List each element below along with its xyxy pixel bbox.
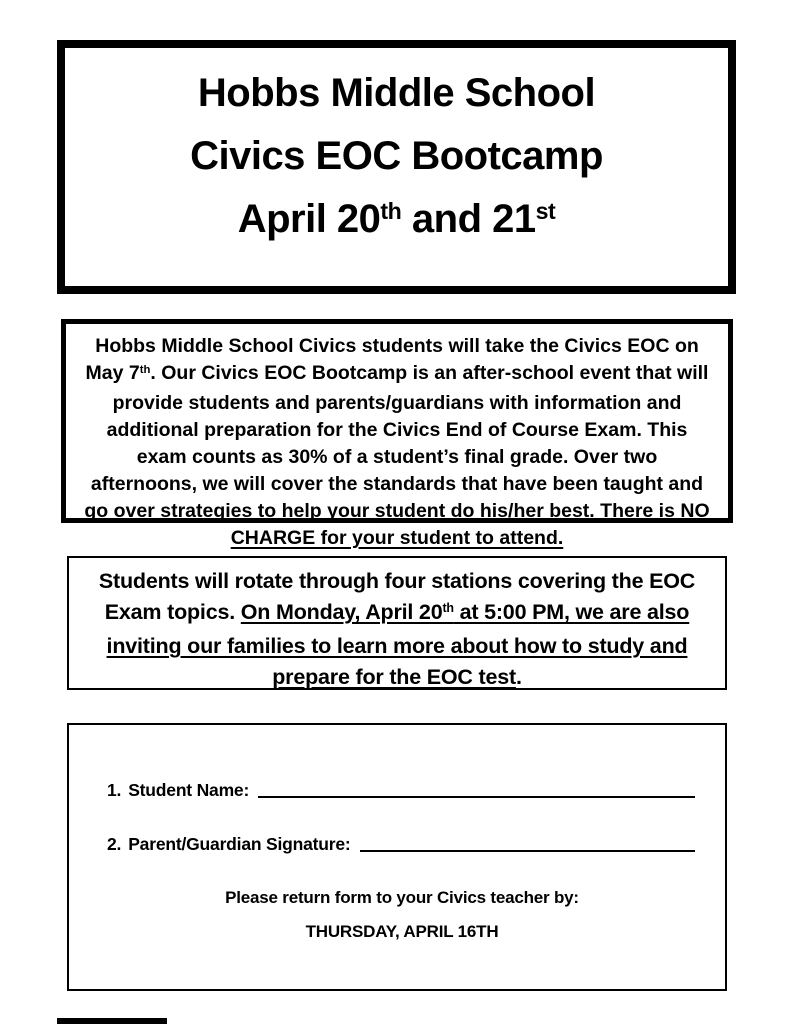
title-line-2: Civics EOC Bootcamp (190, 134, 603, 178)
student-name-row (107, 780, 697, 801)
guardian-signature-blank-line (360, 850, 695, 852)
return-form-box (67, 723, 727, 991)
no-charge-underlined-text: There is NO CHARGE for your student to attend. (230, 500, 710, 549)
title-line-3: April 20th and 21st (237, 197, 556, 241)
return-deadline: THURSDAY, APRIL 16TH (305, 922, 499, 941)
title-line-1: Hobbs Middle School (197, 71, 596, 115)
scan-artifact-bar (57, 1018, 167, 1024)
item-number: 1. (107, 780, 122, 800)
info-text-part2: . Our Civics EOC Bootcamp is an after-school event that will provide students and parents/guardians with information and additional preparation for the Civics End of Course Exam. This exam counts as 30% of a student’s final grade. Over two afternoons, we will cover the standards that have been taught and go over strategies to help your student do his/her best. (84, 362, 709, 522)
stations-text-part1: Students will rotate through four stations covering the EOC Exam topics. (98, 569, 696, 624)
family-invite-underlined-text: On Monday, April 20th at 5:00 PM, we are also inviting our families to learn more about how to study and prepare for the EOC test (106, 600, 690, 689)
student-name-blank-line (258, 796, 695, 798)
title-box (57, 40, 736, 294)
ordinal-suffix: st (535, 198, 556, 225)
info-text-part1: Hobbs Middle School Civics students will take the Civics EOC on May 7 (85, 335, 699, 384)
student-name-label: Student Name: (128, 780, 250, 800)
return-instructions (107, 888, 697, 942)
guardian-signature-row (107, 834, 697, 855)
ordinal-suffix: th (380, 198, 402, 225)
return-instructions-line1: Please return form to your Civics teacher by: (225, 888, 579, 907)
guardian-signature-label: Parent/Guardian Signature: (128, 834, 351, 854)
stations-box (67, 556, 727, 690)
ordinal-suffix: th (442, 601, 454, 616)
item-number: 2. (107, 834, 122, 854)
ordinal-suffix: th (139, 363, 151, 376)
stations-text-end: . (515, 665, 522, 689)
info-paragraph-box (61, 319, 733, 549)
